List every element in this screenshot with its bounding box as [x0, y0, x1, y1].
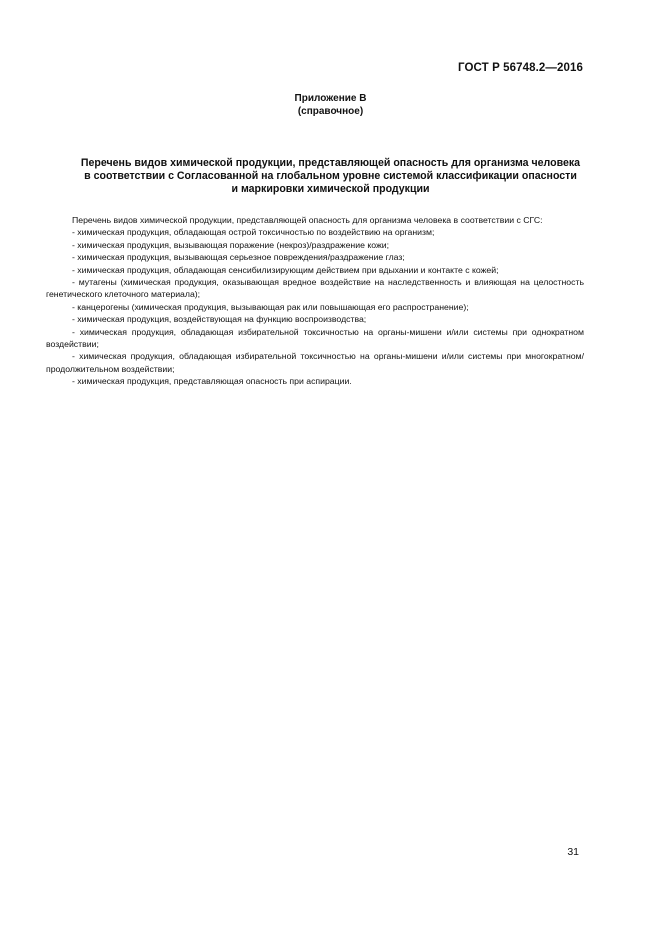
- list-item: - химическая продукция, представляющая опасность при аспирации.: [72, 376, 352, 387]
- section-title: [50, 157, 611, 196]
- page-number: 31: [567, 846, 579, 858]
- appendix-title: Приложение В: [294, 93, 367, 104]
- appendix-subtitle: (справочное): [297, 106, 364, 117]
- appendix-heading: [0, 92, 661, 118]
- list-item: - химическая продукция, воздействующая на функцию воспроизводства;: [72, 314, 367, 325]
- list-item: - химическая продукция, вызывающая поражение (некроз)/раздражение кожи;: [72, 239, 390, 250]
- section-title-line: Перечень видов химической продукции, представляющей опасность для организма человека: [80, 157, 581, 169]
- list-item: - химическая продукция, обладающая острой токсичностью по воздействию на организм;: [72, 227, 435, 238]
- list-item: - канцерогены (химическая продукция, вызывающая рак или повышающая его распространение);: [72, 301, 469, 312]
- list-item: - химическая продукция, обладающая сенсибилизирующим действием при вдыхании и контакте с кожей;: [72, 264, 499, 275]
- section-title-line: в соответствии с Согласованной на глобальном уровне системой классификации опасности: [84, 170, 577, 182]
- document-body: [46, 214, 584, 388]
- document-code: ГОСТ Р 56748.2—2016: [458, 62, 583, 74]
- list-item: - химическая продукция, обладающая избирательной токсичностью на органы-мишени и/или системы при многократном/продолжительном воздействии;: [46, 351, 584, 374]
- list-item: - химическая продукция, обладающая избирательной токсичностью на органы-мишени и/или системы при однократном воздействии;: [46, 326, 584, 350]
- intro-paragraph: Перечень видов химической продукции, представляющей опасность для организма человека в соответствии с СГС:: [72, 215, 543, 225]
- list-item: - мутагены (химическая продукция, оказывающая вредное воздействие на наследственность и влияющая на целостность генетического клеточного материала);: [46, 277, 584, 300]
- list-item: - химическая продукция, вызывающая серьезное повреждения/раздражение глаз;: [72, 252, 405, 263]
- section-title-line: и маркировки химической продукции: [231, 183, 430, 195]
